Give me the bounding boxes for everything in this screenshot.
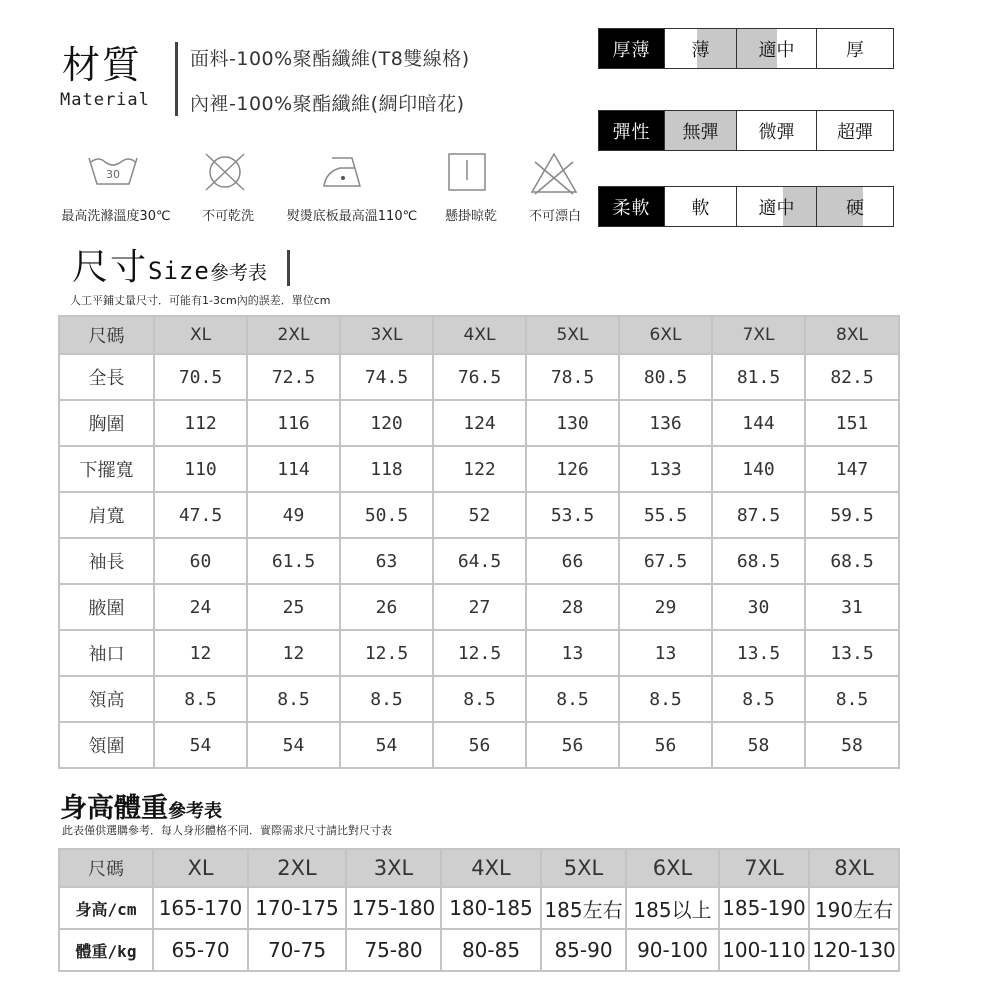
table-cell: 124 — [433, 400, 526, 446]
table-row — [59, 929, 899, 971]
softness-option-soft: 軟 — [664, 187, 736, 226]
table-cell: 68.5 — [805, 538, 899, 584]
row-label: 胸圍 — [59, 400, 154, 446]
softness-option-medium: 適中 — [736, 187, 816, 226]
row-label: 全長 — [59, 354, 154, 400]
table-cell: 60 — [154, 538, 247, 584]
table-cell: 8.5 — [340, 676, 433, 722]
material-divider — [175, 42, 178, 116]
table-cell: 56 — [433, 722, 526, 768]
fabric-composition: 面料-100%聚酯纖維(T8雙線格) — [190, 48, 470, 70]
table-cell: 29 — [619, 584, 712, 630]
body-chart-table — [58, 848, 900, 972]
table-cell: 49 — [247, 492, 340, 538]
table-cell: 68.5 — [712, 538, 805, 584]
table-cell: 25 — [247, 584, 340, 630]
table-row — [59, 584, 899, 630]
table-cell: 72.5 — [247, 354, 340, 400]
table-cell: 116 — [247, 400, 340, 446]
table-cell: 185-190 — [719, 887, 809, 929]
no-bleach-icon — [499, 150, 609, 198]
row-label: 肩寬 — [59, 492, 154, 538]
table-cell: 26 — [340, 584, 433, 630]
care-label-iron: 熨燙底板最高溫110℃ — [286, 209, 418, 224]
row-label: 領圍 — [59, 722, 154, 768]
elasticity-option-slight: 微彈 — [736, 111, 816, 150]
size-chart-table — [58, 315, 900, 769]
header-cell: 2XL — [248, 849, 346, 887]
header-cell: 8XL — [805, 316, 899, 354]
elasticity-option-super: 超彈 — [816, 111, 893, 150]
table-cell: 12.5 — [340, 630, 433, 676]
header-cell: 4XL — [441, 849, 541, 887]
thickness-scale — [598, 28, 894, 69]
table-row — [59, 538, 899, 584]
table-cell: 85-90 — [541, 929, 626, 971]
row-label: 袖口 — [59, 630, 154, 676]
body-chart-title: 身高體重參考表 — [60, 793, 222, 824]
care-label-dry-clean: 不可乾洗 — [201, 209, 255, 224]
header-cell: 4XL — [433, 316, 526, 354]
header-cell: XL — [154, 316, 247, 354]
table-cell: 56 — [619, 722, 712, 768]
table-cell: 12 — [154, 630, 247, 676]
header-cell: 3XL — [346, 849, 441, 887]
table-cell: 56 — [526, 722, 619, 768]
table-cell: 120-130 — [809, 929, 899, 971]
material-title: 材質 — [62, 43, 143, 87]
care-label-bleach: 不可漂白 — [528, 209, 582, 224]
table-row — [59, 354, 899, 400]
table-cell: 13.5 — [805, 630, 899, 676]
table-cell: 58 — [712, 722, 805, 768]
row-label: 體重/kg — [59, 929, 153, 971]
no-dry-clean-icon — [170, 150, 280, 194]
table-cell: 78.5 — [526, 354, 619, 400]
header-cell: 尺碼 — [59, 849, 153, 887]
thickness-label: 厚薄 — [599, 29, 664, 68]
table-row — [59, 676, 899, 722]
size-table-header — [59, 316, 899, 354]
table-cell: 24 — [154, 584, 247, 630]
table-cell: 50.5 — [340, 492, 433, 538]
softness-scale — [598, 186, 894, 227]
row-label: 袖長 — [59, 538, 154, 584]
table-cell: 59.5 — [805, 492, 899, 538]
row-label: 下擺寬 — [59, 446, 154, 492]
table-cell: 133 — [619, 446, 712, 492]
table-cell: 66 — [526, 538, 619, 584]
table-cell: 8.5 — [619, 676, 712, 722]
table-cell: 30 — [712, 584, 805, 630]
table-cell: 67.5 — [619, 538, 712, 584]
table-cell: 61.5 — [247, 538, 340, 584]
table-cell: 112 — [154, 400, 247, 446]
table-cell: 170-175 — [248, 887, 346, 929]
table-cell: 70-75 — [248, 929, 346, 971]
header-cell: 3XL — [340, 316, 433, 354]
care-label-hang: 懸掛晾乾 — [444, 209, 498, 224]
table-cell: 147 — [805, 446, 899, 492]
table-row — [59, 722, 899, 768]
elasticity-option-none: 無彈 — [664, 111, 736, 150]
softness-label: 柔軟 — [599, 187, 664, 226]
header-cell: XL — [153, 849, 248, 887]
svg-text:30: 30 — [106, 168, 120, 181]
size-chart-title: 尺寸Size參考表 — [72, 247, 267, 288]
lining-composition: 內裡-100%聚酯纖維(綢印暗花) — [190, 93, 465, 115]
header-cell: 5XL — [541, 849, 626, 887]
table-cell: 120 — [340, 400, 433, 446]
table-row — [59, 446, 899, 492]
table-cell: 87.5 — [712, 492, 805, 538]
elasticity-label: 彈性 — [599, 111, 664, 150]
table-row — [59, 400, 899, 446]
table-cell: 175-180 — [346, 887, 441, 929]
table-cell: 8.5 — [154, 676, 247, 722]
header-cell: 5XL — [526, 316, 619, 354]
thickness-option-thin: 薄 — [664, 29, 736, 68]
table-cell: 54 — [247, 722, 340, 768]
table-cell: 136 — [619, 400, 712, 446]
table-cell: 165-170 — [153, 887, 248, 929]
size-title-divider — [287, 250, 290, 286]
thickness-option-medium: 適中 — [736, 29, 816, 68]
table-cell: 140 — [712, 446, 805, 492]
table-cell: 81.5 — [712, 354, 805, 400]
table-cell: 90-100 — [626, 929, 719, 971]
iron-110-icon — [288, 150, 398, 194]
header-cell: 8XL — [809, 849, 899, 887]
header-cell: 7XL — [719, 849, 809, 887]
header-cell: 6XL — [626, 849, 719, 887]
table-cell: 31 — [805, 584, 899, 630]
thickness-option-thick: 厚 — [816, 29, 893, 68]
header-cell: 6XL — [619, 316, 712, 354]
table-cell: 12 — [247, 630, 340, 676]
table-cell: 13.5 — [712, 630, 805, 676]
table-cell: 185以上 — [626, 887, 719, 929]
elasticity-scale — [598, 110, 894, 151]
table-cell: 151 — [805, 400, 899, 446]
table-cell: 76.5 — [433, 354, 526, 400]
table-row — [59, 492, 899, 538]
header-cell: 7XL — [712, 316, 805, 354]
table-cell: 110 — [154, 446, 247, 492]
table-cell: 8.5 — [526, 676, 619, 722]
table-cell: 8.5 — [433, 676, 526, 722]
table-row — [59, 887, 899, 929]
table-cell: 74.5 — [340, 354, 433, 400]
softness-option-hard: 硬 — [816, 187, 893, 226]
table-cell: 118 — [340, 446, 433, 492]
table-cell: 185左右 — [541, 887, 626, 929]
table-cell: 8.5 — [805, 676, 899, 722]
row-label: 領高 — [59, 676, 154, 722]
table-cell: 144 — [712, 400, 805, 446]
table-cell: 122 — [433, 446, 526, 492]
wash-30-icon — [58, 150, 168, 190]
table-cell: 8.5 — [712, 676, 805, 722]
table-cell: 190左右 — [809, 887, 899, 929]
table-cell: 126 — [526, 446, 619, 492]
table-cell: 47.5 — [154, 492, 247, 538]
table-cell: 70.5 — [154, 354, 247, 400]
care-label-wash: 最高洗滌溫度30℃ — [61, 209, 171, 224]
row-label: 腋圍 — [59, 584, 154, 630]
table-cell: 80-85 — [441, 929, 541, 971]
table-cell: 28 — [526, 584, 619, 630]
table-cell: 27 — [433, 584, 526, 630]
table-cell: 65-70 — [153, 929, 248, 971]
body-chart-note: 此表僅供選購參考．每人身形體格不同．實際需求尺寸請比對尺寸表 — [62, 824, 392, 837]
table-cell: 13 — [619, 630, 712, 676]
table-cell: 54 — [154, 722, 247, 768]
table-cell: 180-185 — [441, 887, 541, 929]
table-cell: 80.5 — [619, 354, 712, 400]
table-cell: 12.5 — [433, 630, 526, 676]
table-cell: 53.5 — [526, 492, 619, 538]
table-cell: 82.5 — [805, 354, 899, 400]
table-cell: 114 — [247, 446, 340, 492]
material-subtitle: Material — [60, 90, 150, 110]
table-cell: 63 — [340, 538, 433, 584]
table-cell: 8.5 — [247, 676, 340, 722]
header-cell: 尺碼 — [59, 316, 154, 354]
table-cell: 100-110 — [719, 929, 809, 971]
row-label: 身高/cm — [59, 887, 153, 929]
table-cell: 55.5 — [619, 492, 712, 538]
table-cell: 75-80 — [346, 929, 441, 971]
size-chart-note: 人工平鋪丈量尺寸．可能有1-3cm內的誤差．單位cm — [70, 294, 331, 307]
table-cell: 58 — [805, 722, 899, 768]
table-cell: 64.5 — [433, 538, 526, 584]
table-row — [59, 630, 899, 676]
header-cell: 2XL — [247, 316, 340, 354]
table-cell: 13 — [526, 630, 619, 676]
table-cell: 130 — [526, 400, 619, 446]
body-table-header — [59, 849, 899, 887]
table-cell: 54 — [340, 722, 433, 768]
table-cell: 52 — [433, 492, 526, 538]
